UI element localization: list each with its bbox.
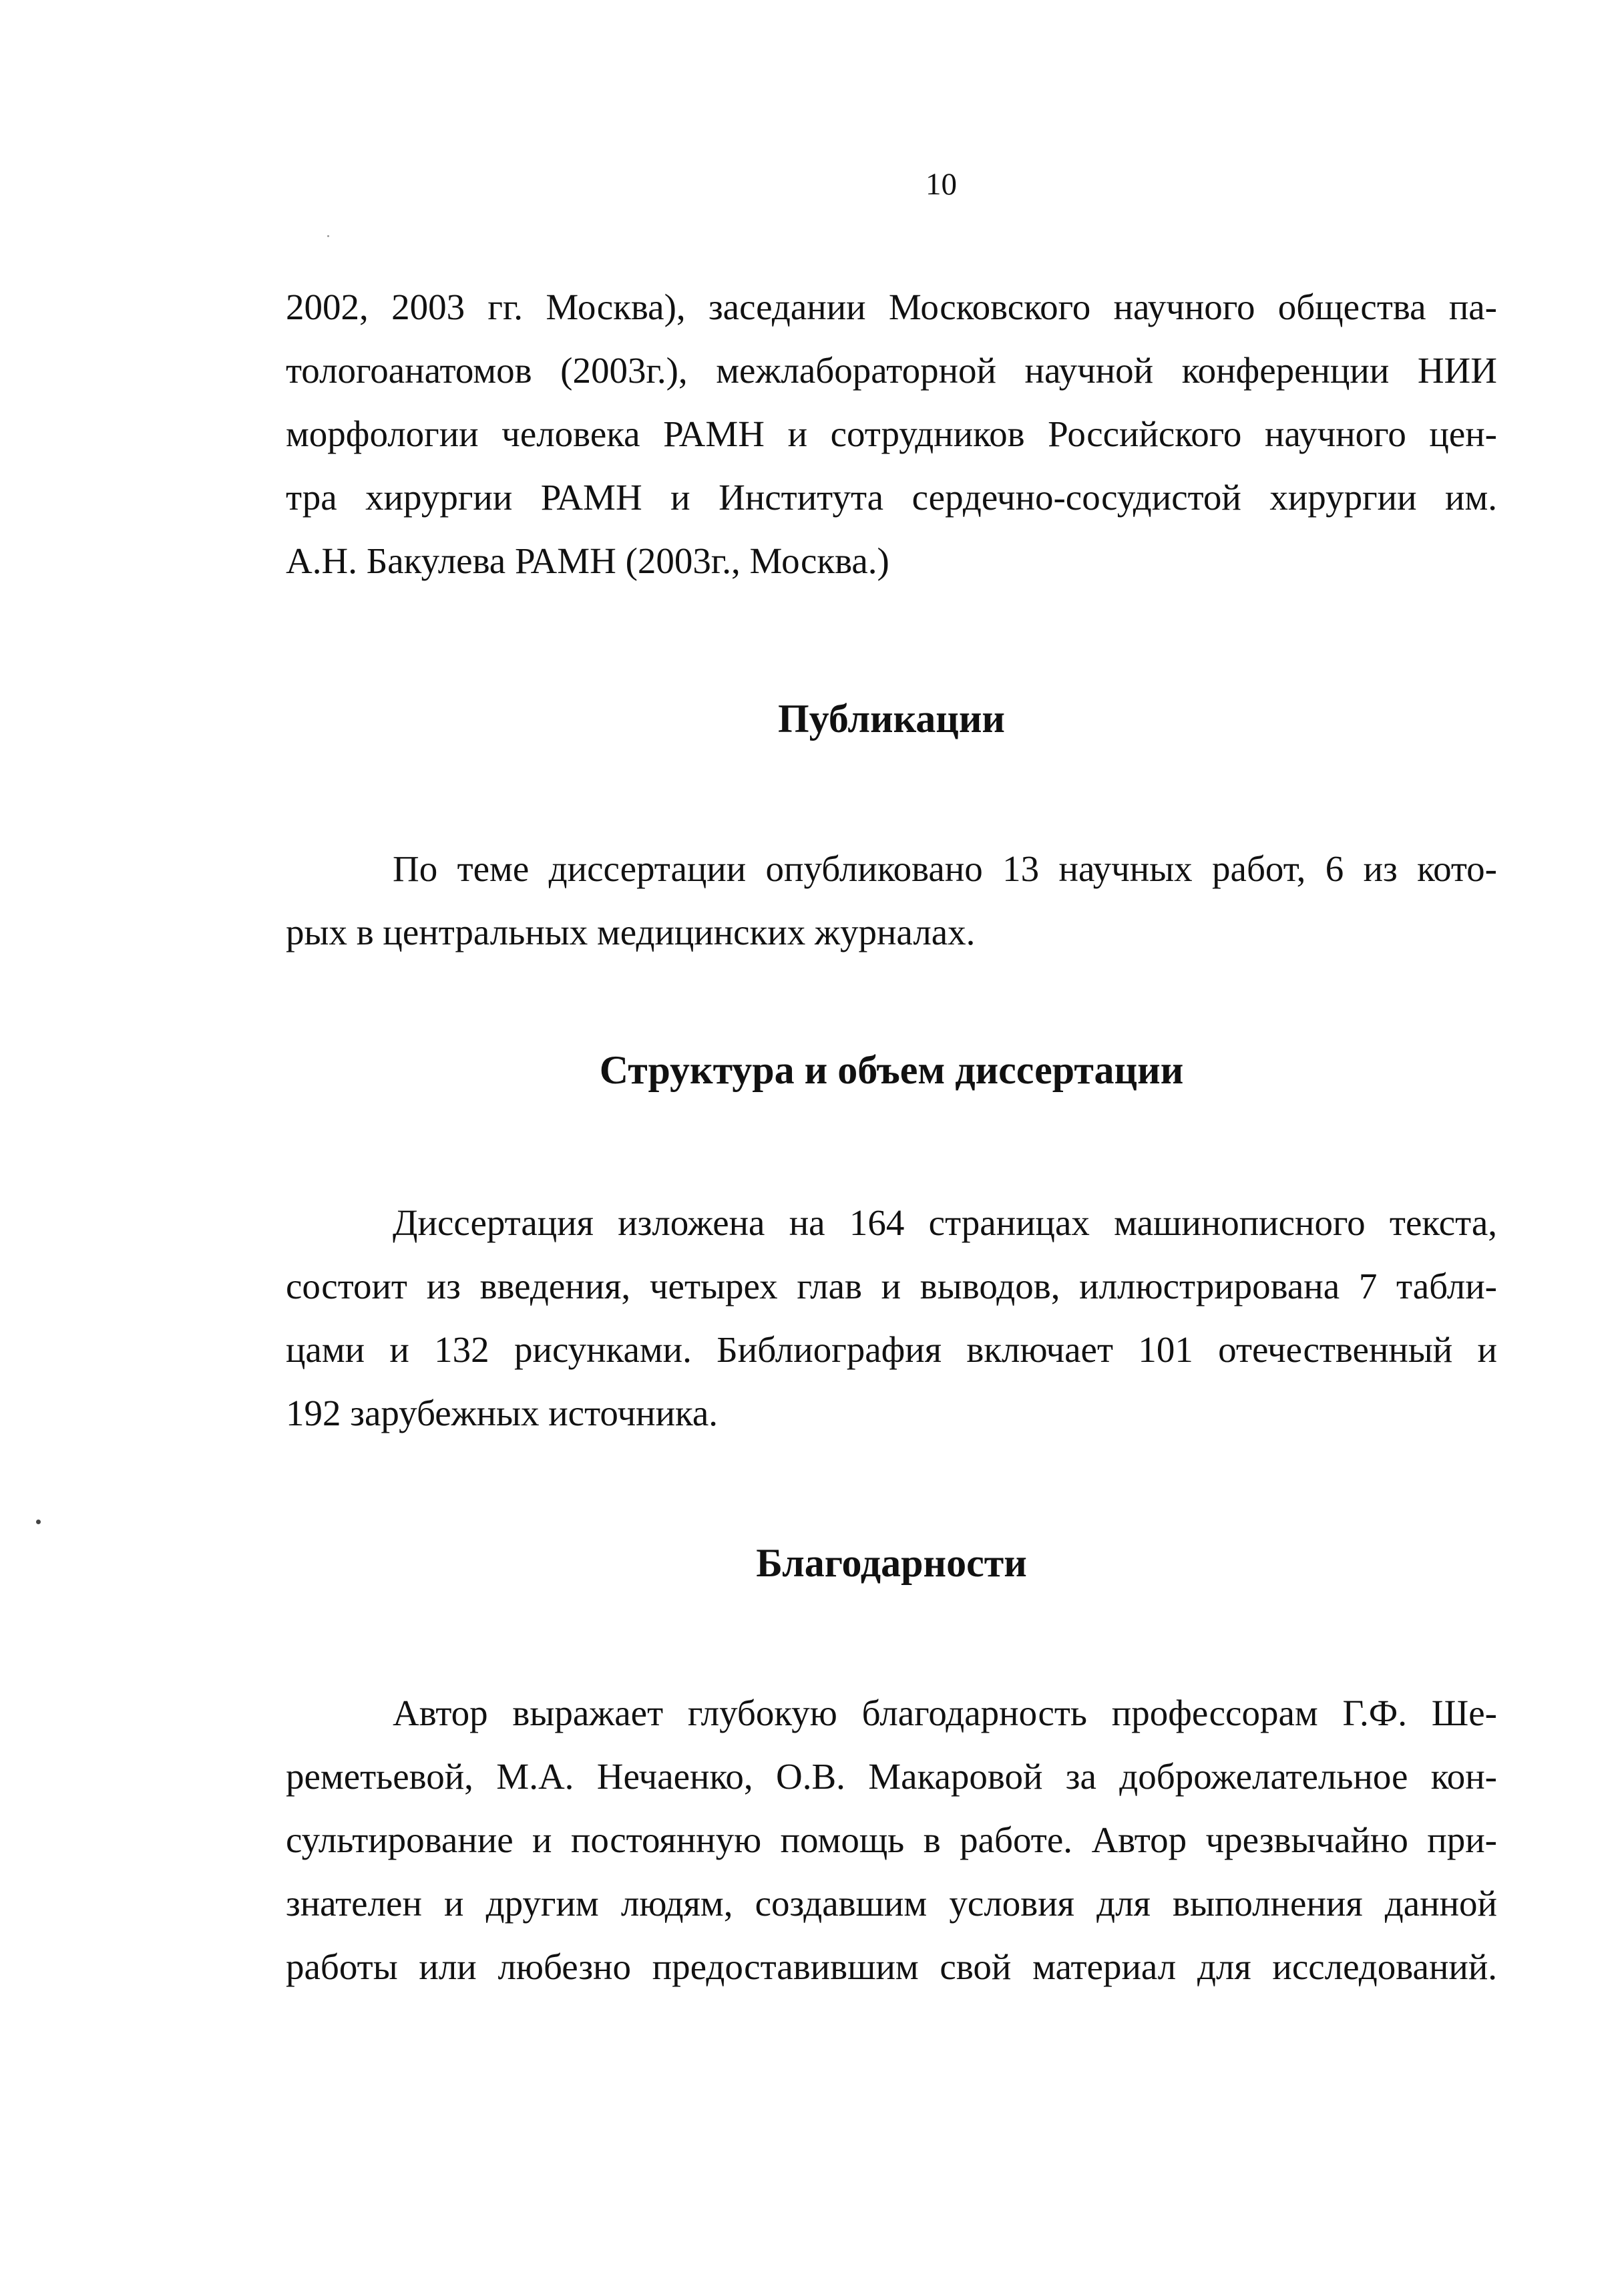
text-line: сультирование и постоянную помощь в работе. Автор чрезвычайно при- — [286, 1819, 1497, 1860]
text-line: рых в центральных медицинских журналах. — [286, 912, 976, 952]
text-line: работы или любезно предоставившим свой материал для исследований. — [286, 1946, 1497, 1987]
text-line: знателен и другим людям, создавшим условия для выполнения данной — [286, 1883, 1497, 1924]
text-line: 2002, 2003 гг. Москва), заседании Московского научного общества па- — [286, 287, 1497, 327]
page-number: 10 — [926, 167, 957, 202]
text-line: тра хирургии РАМН и Института сердечно-сосудистой хирургии им. — [286, 477, 1497, 518]
scan-speck — [327, 235, 329, 237]
section-heading: Структура и объем диссертации — [599, 1048, 1184, 1092]
scan-speck — [36, 1520, 41, 1524]
text-line: По теме диссертации опубликовано 13 научных работ, 6 из кото- — [393, 848, 1497, 889]
section-heading: Благодарности — [756, 1541, 1027, 1585]
text-line: А.Н. Бакулева РАМН (2003г., Москва.) — [286, 540, 889, 581]
text-line: реметьевой, М.А. Нечаенко, О.В. Макаровой за доброжелательное кон- — [286, 1756, 1497, 1797]
text-line: 192 зарубежных источника. — [286, 1393, 719, 1433]
text-line: состоит из введения, четырех глав и выводов, иллюстрирована 7 табли- — [286, 1266, 1497, 1306]
text-line: цами и 132 рисунками. Библиография включает 101 отечественный и — [286, 1329, 1497, 1370]
text-line: морфологии человека РАМН и сотрудников Российского научного цен- — [286, 413, 1497, 454]
text-line: тологоанатомов (2003г.), межлабораторной научной конференции НИИ — [286, 350, 1497, 391]
text-line: Диссертация изложена на 164 страницах машинописного текста, — [393, 1202, 1497, 1243]
text-line: Автор выражает глубокую благодарность профессорам Г.Ф. Ше- — [393, 1693, 1497, 1733]
section-heading: Публикации — [778, 697, 1005, 741]
